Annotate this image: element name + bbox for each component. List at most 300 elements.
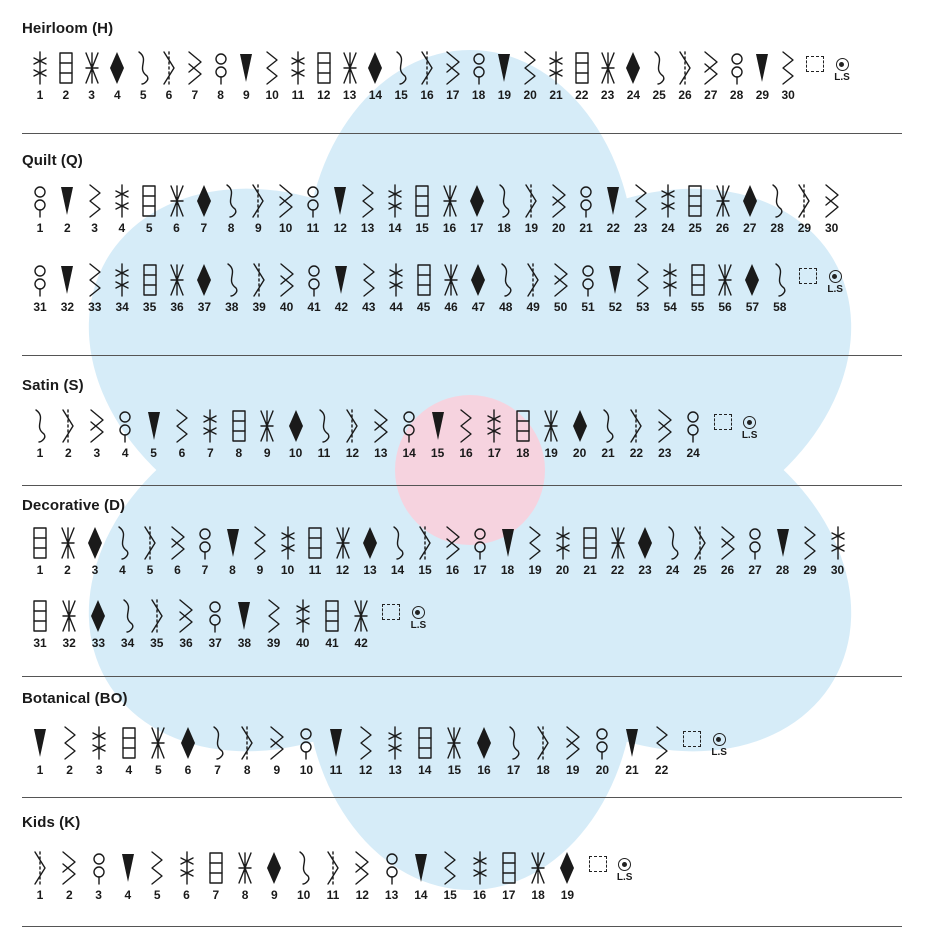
stitch-item[interactable] bbox=[495, 850, 523, 902]
stitch-item[interactable] bbox=[439, 525, 467, 577]
stitch-icon bbox=[522, 183, 540, 219]
stitch-item[interactable] bbox=[659, 525, 687, 577]
stitch-number: 51 bbox=[581, 300, 595, 314]
stitch-item[interactable] bbox=[697, 50, 725, 102]
stitch-number: 12 bbox=[317, 88, 331, 102]
stitch-icon bbox=[235, 598, 253, 634]
stitch-icon bbox=[623, 725, 641, 761]
stitch-item[interactable] bbox=[136, 525, 164, 577]
stitch-item[interactable] bbox=[230, 598, 258, 650]
stitch-item[interactable] bbox=[140, 408, 168, 460]
stitch-item[interactable] bbox=[436, 183, 464, 235]
stitch-item[interactable] bbox=[627, 183, 655, 235]
stitch-item[interactable] bbox=[347, 598, 375, 650]
stitch-item[interactable] bbox=[111, 408, 139, 460]
stitch-item[interactable] bbox=[824, 525, 852, 577]
stitch-item[interactable] bbox=[274, 525, 302, 577]
stitch-item[interactable] bbox=[55, 598, 83, 650]
stitch-item[interactable] bbox=[217, 183, 245, 235]
user-stitch-box-icon[interactable] bbox=[683, 731, 701, 747]
stitch-item[interactable] bbox=[310, 50, 338, 102]
stitch-item[interactable] bbox=[26, 525, 54, 577]
stitch-number: 9 bbox=[256, 563, 264, 577]
stitch-icon bbox=[119, 850, 137, 886]
stitch-item[interactable] bbox=[26, 183, 54, 235]
stitch-item[interactable] bbox=[155, 50, 183, 102]
stitch-item[interactable] bbox=[114, 850, 142, 902]
stitch-number: 54 bbox=[663, 300, 677, 314]
stitch-item[interactable] bbox=[618, 725, 646, 777]
stitch-item[interactable] bbox=[115, 725, 143, 777]
stitch-item[interactable] bbox=[723, 50, 751, 102]
stitch-item[interactable] bbox=[594, 50, 622, 102]
stitch-item[interactable] bbox=[466, 525, 494, 577]
stitch-number: 28 bbox=[729, 88, 744, 102]
stitch-item[interactable] bbox=[549, 525, 577, 577]
stitch-icon bbox=[702, 50, 720, 86]
stitch-item[interactable] bbox=[245, 262, 273, 314]
stitch-item[interactable] bbox=[748, 50, 776, 102]
stitch-item[interactable] bbox=[714, 525, 742, 577]
stitch-item[interactable] bbox=[318, 598, 346, 650]
stitch-item[interactable] bbox=[81, 183, 109, 235]
stitch-item[interactable] bbox=[135, 183, 163, 235]
stitch-item[interactable] bbox=[26, 408, 54, 460]
stitch-item[interactable] bbox=[191, 525, 219, 577]
stitch-item[interactable] bbox=[244, 183, 272, 235]
stitch-item[interactable] bbox=[622, 408, 650, 460]
stitch-icon bbox=[521, 50, 539, 86]
stitch-number: 12 bbox=[345, 446, 360, 460]
stitch-item[interactable] bbox=[204, 725, 232, 777]
stitch-item[interactable] bbox=[196, 408, 224, 460]
stitch-item[interactable] bbox=[464, 262, 492, 314]
stitch-icon bbox=[771, 262, 789, 298]
stitch-item[interactable] bbox=[588, 725, 616, 777]
stitch-item[interactable] bbox=[553, 850, 581, 902]
stitch-item[interactable] bbox=[289, 598, 317, 650]
stitch-item[interactable] bbox=[654, 183, 682, 235]
stitch-item[interactable] bbox=[108, 183, 136, 235]
stitch-item[interactable] bbox=[631, 525, 659, 577]
stitch-item[interactable] bbox=[440, 725, 468, 777]
stitch-item[interactable] bbox=[769, 525, 797, 577]
stitch-item[interactable] bbox=[411, 525, 439, 577]
stitch-icon bbox=[768, 183, 786, 219]
stitch-item[interactable] bbox=[181, 50, 209, 102]
stitch-item[interactable] bbox=[671, 50, 699, 102]
stitch-number: 5 bbox=[139, 88, 147, 102]
stitch-item[interactable] bbox=[410, 262, 438, 314]
long-stitch-option[interactable] bbox=[830, 58, 854, 83]
stitch-item[interactable] bbox=[490, 183, 518, 235]
stitch-icon bbox=[140, 183, 158, 219]
stitch-icon bbox=[577, 183, 595, 219]
stitch-item[interactable] bbox=[85, 725, 113, 777]
stitch-number: 15 bbox=[447, 763, 462, 777]
stitch-item[interactable] bbox=[604, 525, 632, 577]
stitch-number: 16 bbox=[442, 221, 457, 235]
stitch-number: 12 bbox=[333, 221, 347, 235]
long-stitch-label: L.S bbox=[410, 620, 427, 631]
stitch-item[interactable] bbox=[656, 262, 684, 314]
stitch-item[interactable] bbox=[202, 850, 230, 902]
stitch-item[interactable] bbox=[81, 525, 109, 577]
stitch-item[interactable] bbox=[509, 408, 537, 460]
stitch-item[interactable] bbox=[84, 598, 112, 650]
stitch-icon bbox=[31, 525, 49, 561]
stitch-number: 47 bbox=[471, 300, 486, 314]
stitch-item[interactable] bbox=[299, 183, 327, 235]
stitch-icon bbox=[416, 725, 434, 761]
stitch-item[interactable] bbox=[519, 262, 547, 314]
stitch-number: 26 bbox=[720, 563, 735, 577]
stitch-item[interactable] bbox=[736, 183, 764, 235]
stitch-item[interactable] bbox=[225, 408, 253, 460]
stitch-item[interactable] bbox=[408, 183, 436, 235]
stitch-number: 28 bbox=[775, 563, 790, 577]
stitch-item[interactable] bbox=[338, 408, 366, 460]
stitch-icon bbox=[89, 598, 107, 634]
stitch-icon bbox=[324, 850, 342, 886]
stitch-item[interactable] bbox=[490, 50, 518, 102]
stitch-item[interactable] bbox=[164, 525, 192, 577]
long-stitch-icon bbox=[743, 416, 756, 429]
stitch-icon bbox=[236, 850, 254, 886]
stitch-item[interactable] bbox=[26, 262, 54, 314]
stitch-item[interactable] bbox=[190, 262, 218, 314]
stitch-item[interactable] bbox=[109, 525, 137, 577]
stitch-item[interactable] bbox=[329, 525, 357, 577]
stitch-item[interactable] bbox=[452, 408, 480, 460]
stitch-item[interactable] bbox=[542, 50, 570, 102]
stitch-item[interactable] bbox=[319, 850, 347, 902]
stitch-icon bbox=[168, 183, 186, 219]
stitch-item[interactable] bbox=[232, 50, 260, 102]
stitch-icon bbox=[415, 262, 433, 298]
stitch-item[interactable] bbox=[258, 50, 286, 102]
stitch-icon bbox=[149, 725, 167, 761]
stitch-number: 10 bbox=[265, 88, 279, 102]
stitch-item[interactable] bbox=[711, 262, 739, 314]
stitch-item[interactable] bbox=[436, 850, 464, 902]
stitch-item[interactable] bbox=[273, 262, 301, 314]
stitch-number: 23 bbox=[638, 563, 652, 577]
stitch-number: 25 bbox=[688, 221, 702, 235]
stitch-item[interactable] bbox=[651, 408, 679, 460]
stitch-item[interactable] bbox=[766, 262, 794, 314]
stitch-item[interactable] bbox=[231, 850, 259, 902]
stitch-icon bbox=[604, 183, 622, 219]
stitch-item[interactable] bbox=[796, 525, 824, 577]
stitch-item[interactable] bbox=[494, 525, 522, 577]
stitch-item[interactable] bbox=[233, 725, 261, 777]
stitch-item[interactable] bbox=[26, 725, 54, 777]
long-stitch-option[interactable] bbox=[406, 606, 430, 631]
stitch-item[interactable] bbox=[384, 525, 412, 577]
stitch-item[interactable] bbox=[382, 262, 410, 314]
stitch-item[interactable] bbox=[594, 408, 622, 460]
stitch-item[interactable] bbox=[78, 50, 106, 102]
stitch-number: 8 bbox=[243, 763, 251, 777]
stitch-icon bbox=[306, 525, 324, 561]
stitch-icon bbox=[360, 262, 378, 298]
long-stitch-option[interactable] bbox=[823, 270, 847, 295]
stitch-icon bbox=[579, 262, 597, 298]
stitch-item[interactable] bbox=[129, 50, 157, 102]
stitch-number: 45 bbox=[416, 300, 431, 314]
stitch-item[interactable] bbox=[568, 50, 596, 102]
stitch-item[interactable] bbox=[648, 725, 676, 777]
stitch-number: 21 bbox=[549, 88, 563, 102]
stitch-item[interactable] bbox=[143, 850, 171, 902]
section-title: Quilt (Q) bbox=[22, 152, 83, 169]
user-stitch-box-icon[interactable] bbox=[799, 268, 817, 284]
stitch-item[interactable] bbox=[524, 850, 552, 902]
stitch-number: 28 bbox=[770, 221, 784, 235]
stitch-icon bbox=[728, 50, 746, 86]
stitch-item[interactable] bbox=[500, 725, 528, 777]
stitch-icon bbox=[195, 262, 213, 298]
stitch-item[interactable] bbox=[619, 50, 647, 102]
long-stitch-label: L.S bbox=[741, 430, 758, 441]
stitch-item[interactable] bbox=[272, 183, 300, 235]
stitch-item[interactable] bbox=[439, 50, 467, 102]
stitch-item[interactable] bbox=[292, 725, 320, 777]
stitch-item[interactable] bbox=[378, 850, 406, 902]
stitch-item[interactable] bbox=[465, 50, 493, 102]
long-stitch-option[interactable] bbox=[613, 858, 637, 883]
stitch-item[interactable] bbox=[144, 725, 172, 777]
stitch-item[interactable] bbox=[163, 183, 191, 235]
stitch-item[interactable] bbox=[352, 725, 380, 777]
stitch-item[interactable] bbox=[327, 262, 355, 314]
stitch-item[interactable] bbox=[463, 183, 491, 235]
stitch-item[interactable] bbox=[356, 525, 384, 577]
stitch-item[interactable] bbox=[174, 725, 202, 777]
long-stitch-option[interactable] bbox=[707, 733, 731, 758]
stitch-item[interactable] bbox=[260, 850, 288, 902]
stitch-number: 25 bbox=[652, 88, 666, 102]
stitch-number: 11 bbox=[326, 888, 340, 902]
user-stitch-box-icon[interactable] bbox=[589, 856, 607, 872]
stitch-item[interactable] bbox=[53, 183, 81, 235]
stitch-item[interactable] bbox=[381, 183, 409, 235]
stitch-item[interactable] bbox=[599, 183, 627, 235]
long-stitch-option[interactable] bbox=[738, 416, 762, 441]
stitch-icon bbox=[31, 850, 49, 886]
stitch-item[interactable] bbox=[381, 725, 409, 777]
stitch-item[interactable] bbox=[301, 525, 329, 577]
long-stitch-icon bbox=[618, 858, 631, 871]
stitch-number: 18 bbox=[536, 763, 550, 777]
stitch-item[interactable] bbox=[26, 50, 54, 102]
stitch-item[interactable] bbox=[322, 725, 350, 777]
stitch-number: 15 bbox=[443, 888, 457, 902]
stitch-item[interactable] bbox=[219, 525, 247, 577]
stitch-number: 29 bbox=[797, 221, 812, 235]
stitch-item[interactable] bbox=[572, 183, 600, 235]
stitch-item[interactable] bbox=[547, 262, 575, 314]
stitch-number: 6 bbox=[184, 763, 192, 777]
user-stitch-box-icon[interactable] bbox=[382, 604, 400, 620]
stitch-item[interactable] bbox=[55, 850, 83, 902]
stitch-item[interactable] bbox=[818, 183, 846, 235]
stitch-item[interactable] bbox=[470, 725, 498, 777]
stitch-item[interactable] bbox=[492, 262, 520, 314]
stitch-item[interactable] bbox=[108, 262, 136, 314]
stitch-item[interactable] bbox=[168, 408, 196, 460]
stitch-item[interactable] bbox=[114, 598, 142, 650]
stitch-item[interactable] bbox=[679, 408, 707, 460]
stitch-icon bbox=[61, 725, 79, 761]
stitch-icon bbox=[470, 50, 488, 86]
stitch-item[interactable] bbox=[143, 598, 171, 650]
stitch-item[interactable] bbox=[790, 183, 818, 235]
section-divider bbox=[22, 485, 902, 486]
stitch-item[interactable] bbox=[310, 408, 338, 460]
long-stitch-icon bbox=[412, 606, 425, 619]
stitch-number: 39 bbox=[266, 636, 281, 650]
stitch-icon bbox=[141, 525, 159, 561]
stitch-icon bbox=[386, 725, 404, 761]
stitch-number: 31 bbox=[33, 636, 47, 650]
stitch-item[interactable] bbox=[529, 725, 557, 777]
stitch-item[interactable] bbox=[709, 183, 737, 235]
stitch-item[interactable] bbox=[218, 262, 246, 314]
stitch-item[interactable] bbox=[686, 525, 714, 577]
stitch-item[interactable] bbox=[260, 598, 288, 650]
stitch-item[interactable] bbox=[738, 262, 766, 314]
stitch-item[interactable] bbox=[576, 525, 604, 577]
stitch-number: 24 bbox=[665, 563, 680, 577]
long-stitch-label: L.S bbox=[834, 72, 850, 83]
stitch-item[interactable] bbox=[566, 408, 594, 460]
stitch-item[interactable] bbox=[300, 262, 328, 314]
stitch-item[interactable] bbox=[387, 50, 415, 102]
stitch-icon bbox=[315, 408, 333, 444]
stitch-icon bbox=[526, 525, 544, 561]
stitch-icon bbox=[343, 408, 361, 444]
stitch-number: 8 bbox=[229, 563, 236, 577]
stitch-item[interactable] bbox=[559, 725, 587, 777]
stitch-icon bbox=[277, 183, 295, 219]
stitch-item[interactable] bbox=[136, 262, 164, 314]
stitch-item[interactable] bbox=[246, 525, 274, 577]
stitch-number: 3 bbox=[91, 563, 99, 577]
stitch-number: 50 bbox=[553, 300, 568, 314]
stitch-icon bbox=[265, 598, 283, 634]
stitch-item[interactable] bbox=[355, 262, 383, 314]
stitch-item[interactable] bbox=[207, 50, 235, 102]
stitch-item[interactable] bbox=[517, 183, 545, 235]
stitch-number: 8 bbox=[217, 88, 224, 102]
stitch-item[interactable] bbox=[190, 183, 218, 235]
stitch-item[interactable] bbox=[26, 598, 54, 650]
stitch-item[interactable] bbox=[645, 50, 673, 102]
stitch-item[interactable] bbox=[361, 50, 389, 102]
stitch-item[interactable] bbox=[54, 408, 82, 460]
stitch-item[interactable] bbox=[354, 183, 382, 235]
stitch-item[interactable] bbox=[85, 850, 113, 902]
stitch-item[interactable] bbox=[26, 850, 54, 902]
stitch-number: 41 bbox=[325, 636, 339, 650]
stitch-item[interactable] bbox=[741, 525, 769, 577]
stitch-icon bbox=[593, 725, 611, 761]
stitch-item[interactable] bbox=[348, 850, 376, 902]
stitch-item[interactable] bbox=[253, 408, 281, 460]
stitch-item[interactable] bbox=[336, 50, 364, 102]
stitch-number: 11 bbox=[306, 221, 320, 235]
stitch-item[interactable] bbox=[263, 725, 291, 777]
stitch-icon bbox=[179, 725, 197, 761]
stitch-item[interactable] bbox=[81, 262, 109, 314]
stitch-item[interactable] bbox=[466, 850, 494, 902]
stitch-number: 29 bbox=[803, 563, 817, 577]
stitch-item[interactable] bbox=[367, 408, 395, 460]
stitch-item[interactable] bbox=[163, 262, 191, 314]
stitch-number: 13 bbox=[360, 221, 375, 235]
stitch-item[interactable] bbox=[290, 850, 318, 902]
stitch-item[interactable] bbox=[284, 50, 312, 102]
stitch-item[interactable] bbox=[103, 50, 131, 102]
stitch-item[interactable] bbox=[54, 525, 82, 577]
stitch-item[interactable] bbox=[56, 725, 84, 777]
stitch-item[interactable] bbox=[395, 408, 423, 460]
stitch-item[interactable] bbox=[516, 50, 544, 102]
stitch-item[interactable] bbox=[574, 262, 602, 314]
stitch-item[interactable] bbox=[537, 408, 565, 460]
stitch-item[interactable] bbox=[681, 183, 709, 235]
stitch-item[interactable] bbox=[480, 408, 508, 460]
stitch-item[interactable] bbox=[545, 183, 573, 235]
stitch-number: 10 bbox=[279, 221, 293, 235]
stitch-icon bbox=[366, 50, 384, 86]
stitch-number: 12 bbox=[335, 563, 350, 577]
stitch-item[interactable] bbox=[774, 50, 802, 102]
user-stitch-box-icon[interactable] bbox=[714, 414, 732, 430]
stitch-icon bbox=[341, 50, 359, 86]
stitch-item[interactable] bbox=[83, 408, 111, 460]
stitch-item[interactable] bbox=[52, 50, 80, 102]
stitch-number: 13 bbox=[342, 88, 357, 102]
stitch-item[interactable] bbox=[407, 850, 435, 902]
stitch-item[interactable] bbox=[601, 262, 629, 314]
stitch-item[interactable] bbox=[413, 50, 441, 102]
stitch-item[interactable] bbox=[684, 262, 712, 314]
stitch-item[interactable] bbox=[763, 183, 791, 235]
stitch-number: 19 bbox=[528, 563, 542, 577]
stitch-number: 35 bbox=[150, 636, 164, 650]
stitch-number: 12 bbox=[358, 763, 373, 777]
user-stitch-box-icon[interactable] bbox=[806, 56, 824, 72]
stitch-item[interactable] bbox=[282, 408, 310, 460]
stitch-icon bbox=[554, 525, 572, 561]
stitch-item[interactable] bbox=[173, 850, 201, 902]
stitch-icon bbox=[238, 725, 256, 761]
stitch-item[interactable] bbox=[326, 183, 354, 235]
stitch-item[interactable] bbox=[172, 598, 200, 650]
stitch-number: 13 bbox=[374, 446, 388, 460]
stitch-item[interactable] bbox=[437, 262, 465, 314]
stitch-number: 9 bbox=[243, 88, 250, 102]
stitch-item[interactable] bbox=[411, 725, 439, 777]
stitch-item[interactable] bbox=[629, 262, 657, 314]
stitch-item[interactable] bbox=[53, 262, 81, 314]
stitch-item[interactable] bbox=[201, 598, 229, 650]
stitch-item[interactable] bbox=[521, 525, 549, 577]
stitch-item[interactable] bbox=[424, 408, 452, 460]
